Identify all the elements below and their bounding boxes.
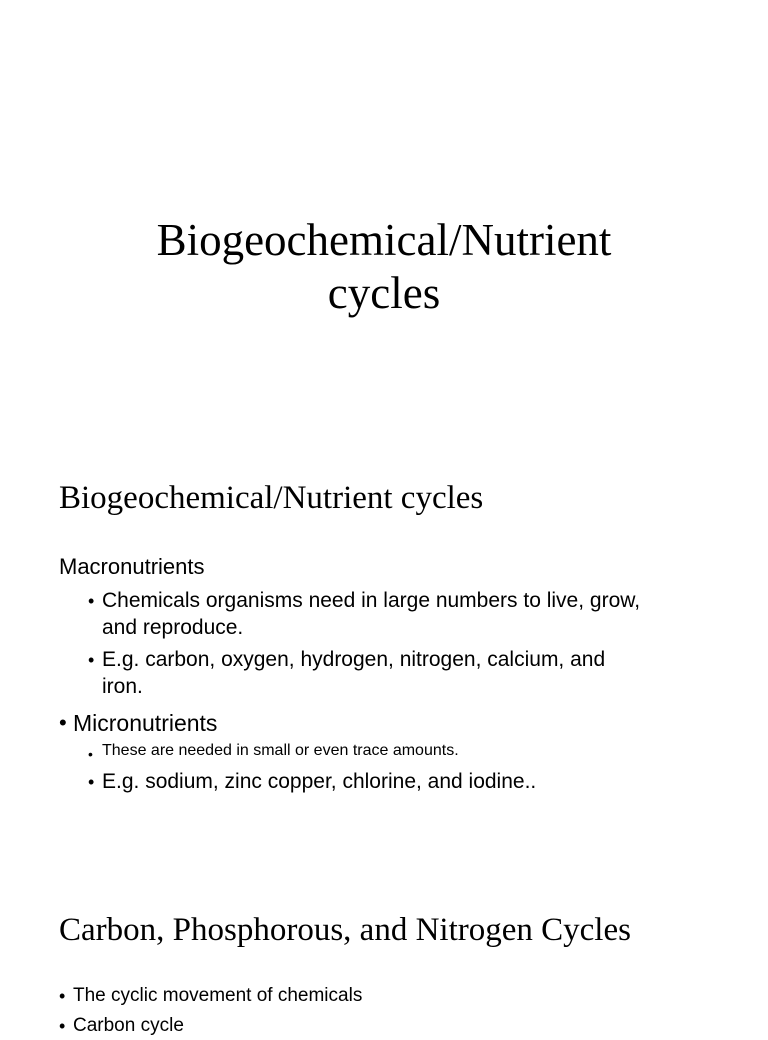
title-slide: [0, 0, 768, 432]
bullet-marker: •: [59, 1016, 66, 1036]
micro-bullet-1: These are needed in small or even trace amounts.: [102, 742, 459, 759]
macro-bullet-1-line-2: and reproduce.: [102, 616, 244, 639]
slide-heading: Carbon, Phosphorous, and Nitrogen Cycles: [59, 912, 631, 948]
carbon-cycles-slide: [0, 896, 768, 1036]
nutrient-cycles-slide: [0, 432, 768, 864]
macro-bullet-2-line-1: E.g. carbon, oxygen, hydrogen, nitrogen, calcium, and: [102, 648, 606, 671]
bullet-marker: •: [88, 772, 95, 792]
micronutrients-label: Micronutrients: [73, 710, 218, 736]
bullet-marker: •: [88, 650, 95, 670]
micro-bullet-2: E.g. sodium, zinc copper, chlorine, and iodine..: [102, 770, 537, 793]
slide-heading: Biogeochemical/Nutrient cycles: [59, 480, 484, 516]
slide-title: [0, 214, 768, 320]
macro-bullet-2-line-2: iron.: [102, 675, 143, 698]
bullet-marker: •: [88, 746, 93, 762]
macro-bullet-1-line-1: Chemicals organisms need in large numbers to live, grow,: [102, 589, 641, 612]
slide3-bullet-1: The cyclic movement of chemicals: [73, 985, 363, 1006]
macronutrients-label: Macronutrients: [59, 554, 205, 579]
slide3-bullet-2: Carbon cycle: [73, 1015, 184, 1036]
slide-title-line-2: cycles: [327, 268, 441, 318]
bullet-marker: •: [59, 710, 67, 735]
bullet-marker: •: [59, 986, 66, 1006]
bullet-marker: •: [88, 591, 95, 611]
slide-title-line-1: Biogeochemical/Nutrient: [156, 215, 612, 265]
